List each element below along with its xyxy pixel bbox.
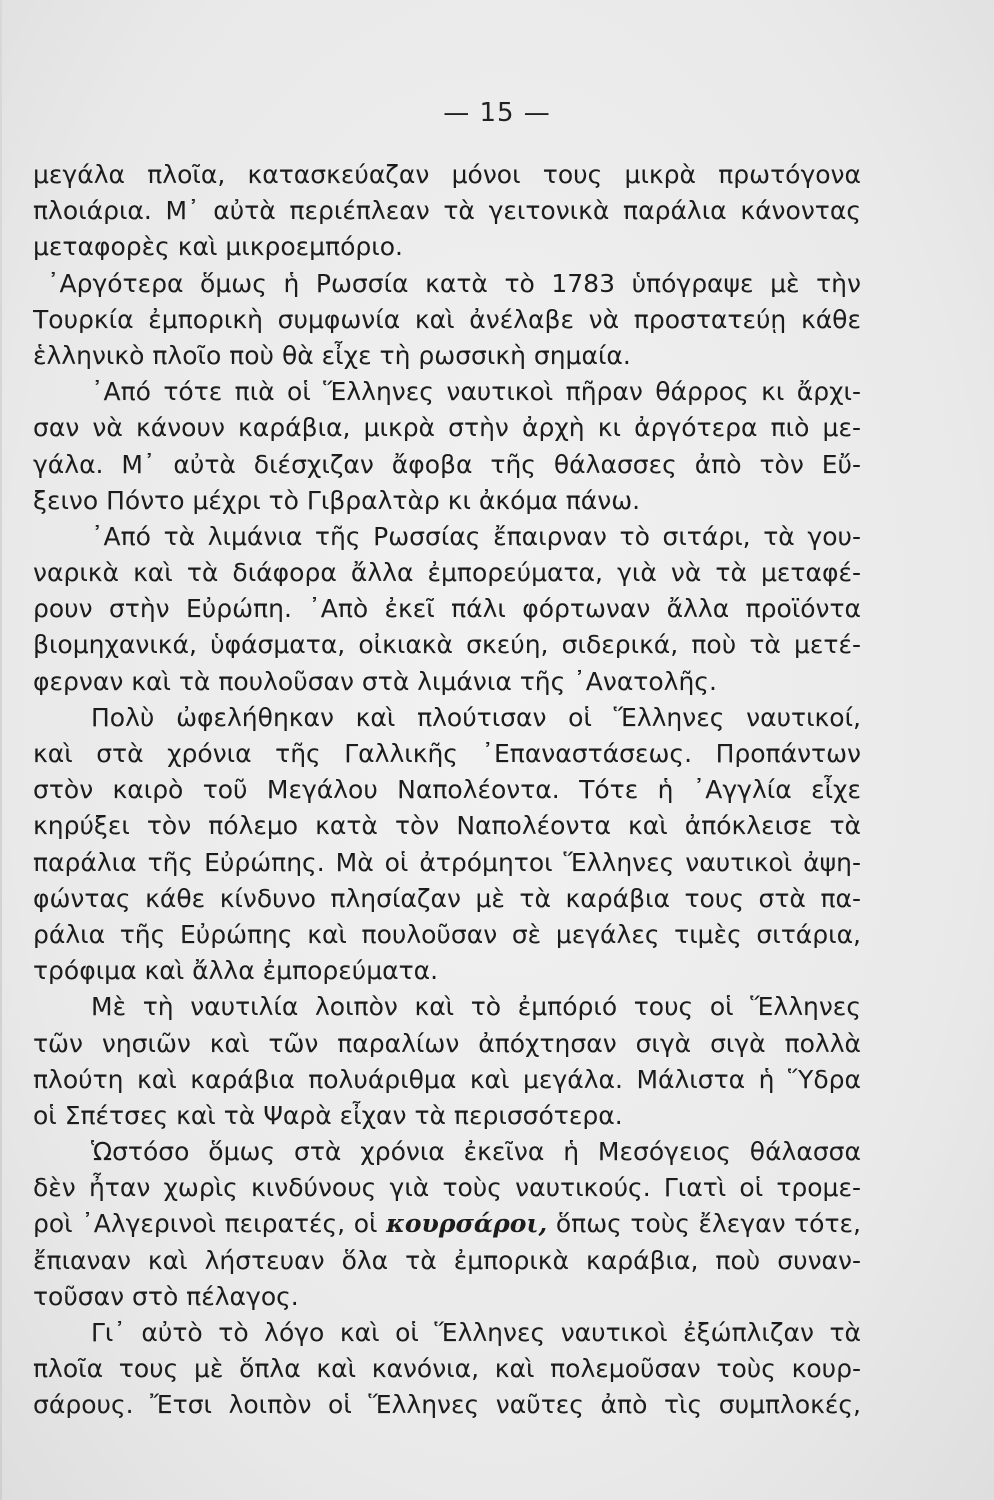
text-line: τοῦσαν στὸ πέλαγος. [33, 1281, 299, 1311]
text-line: ᾽Από τὰ λιμάνια τῆς Ρωσσίας ἔπαιρναν τὸ σιτάρι, τὰ γου- [91, 521, 861, 551]
text-line: μεταφορὲς καὶ μικροεμπόριο. [33, 232, 403, 262]
text-line: ἑλληνικὸ πλοῖο ποὺ θὰ εἶχε τὴ ρωσσικὴ σημαία. [33, 340, 631, 370]
text-line: στὸν καιρὸ τοῦ Μεγάλου Ναπολέοντα. Τότε ἡ ᾽Αγγλία εἶχε [33, 775, 861, 805]
text-line: ράλια τῆς Εὐρώπης καὶ πουλοῦσαν σὲ μεγάλες τιμὲς σιτάρια, [33, 919, 861, 949]
text-segment: ὅπως τοὺς ἔλεγαν τότε, [547, 1209, 861, 1239]
text-line: Μὲ τὴ ναυτιλία λοιπὸν καὶ τὸ ἐμπόριό τους οἱ Ἕλληνες [91, 992, 861, 1022]
text-line: ξεινο Πόντο μέχρι τὸ Γιβραλτὰρ κι ἀκόμα πάνω. [33, 485, 641, 515]
text-line: φώντας κάθε κίνδυνο πλησίαζαν μὲ τὰ καράβια τους στὰ πα- [33, 883, 861, 913]
text-line: ρουν στὴν Εὐρώπη. ᾽Απὸ ἐκεῖ πάλι φόρτωναν ἄλλα προϊόντα [33, 594, 861, 624]
text-line: πλοῖα τους μὲ ὅπλα καὶ κανόνια, καὶ πολεμοῦσαν τοὺς κουρ- [33, 1354, 861, 1384]
text-line: πλούτη καὶ καράβια πολυάριθμα καὶ μεγάλα. Μάλιστα ἡ Ὕδρα [33, 1064, 861, 1094]
text-line: Τουρκία ἐμπορικὴ συμφωνία καὶ ἀνέλαβε νὰ προστατεύῃ κάθε [33, 304, 861, 334]
text-line: καὶ στὰ χρόνια τῆς Γαλλικῆς ᾽Επαναστάσεως. Προπάντων [33, 739, 861, 768]
text-line: τῶν νησιῶν καὶ τῶν παραλίων ἀπόχτησαν σιγὰ σιγὰ πολλὰ [33, 1028, 861, 1058]
text-line: Γι᾽ αὐτὸ τὸ λόγο καὶ οἱ Ἕλληνες ναυτικοὶ ἐξώπλιζαν τὰ [91, 1318, 861, 1347]
text-line: ἔπιαναν καὶ λήστευαν ὅλα τὰ ἐμπορικὰ καράβια, ποὺ συναν- [33, 1245, 861, 1275]
text-line: βιομηχανικά, ὑφάσματα, οἰκιακὰ σκεύη, σιδερικά, ποὺ τὰ μετέ- [33, 630, 861, 660]
text-line: ναρικὰ καὶ τὰ διάφορα ἄλλα ἐμπορεύματα, γιὰ νὰ τὰ μεταφέ- [33, 558, 861, 588]
text-line: Πολὺ ὠφελήθηκαν καὶ πλούτισαν οἱ Ἕλληνες ναυτικοί, [91, 702, 861, 732]
text-line: μεγάλα πλοῖα, κατασκεύαζαν μόνοι τους μικρὰ πρωτόγονα [33, 160, 861, 189]
page-edge [0, 0, 2, 1500]
text-line: τρόφιμα καὶ ἄλλα ἐμπορεύματα. [33, 956, 439, 986]
text-line: πλοιάρια. Μ᾽ αὐτὰ περιέπλεαν τὰ γειτονικὰ παράλια κάνοντας [33, 196, 861, 226]
text-line: Ὡστόσο ὅμως στὰ χρόνια ἐκεῖνα ἡ Μεσόγειος θάλασσα [91, 1137, 861, 1167]
body-text [33, 157, 861, 1424]
text-line: φερναν καὶ τὰ πουλοῦσαν στὰ λιμάνια τῆς ᾽Ανατολῆς. [33, 666, 717, 696]
page-number: — 15 — [443, 98, 551, 128]
text-line: ᾽Αργότερα ὅμως ἡ Ρωσσία κατὰ τὸ 1783 ὑπόγραψε μὲ τὴν [47, 268, 861, 298]
text-line-corsairs [33, 1206, 861, 1242]
text-line: ᾽Από τότε πιὰ οἱ Ἕλληνες ναυτικοὶ πῆραν θάρρος κι ἄρχι- [91, 377, 861, 407]
text-line: οἱ Σπέτσες καὶ τὰ Ψαρὰ εἶχαν τὰ περισσότερα. [33, 1100, 623, 1130]
text-line: σαν νὰ κάνουν καράβια, μικρὰ στὴν ἀρχὴ κι ἀργότερα πιὸ με- [33, 413, 861, 443]
text-line: παράλια τῆς Εὐρώπης. Μὰ οἱ ἀτρόμητοι Ἕλληνες ναυτικοὶ ἀψη- [33, 847, 861, 877]
text-line: κηρύξει τὸν πόλεμο κατὰ τὸν Ναπολέοντα καὶ ἀπόκλεισε τὰ [33, 811, 861, 841]
text-line: δὲν ἦταν χωρὶς κινδύνους γιὰ τοὺς ναυτικούς. Γιατὶ οἱ τρομε- [33, 1173, 861, 1203]
emphasized-word: κουρσάροι, [386, 1209, 548, 1239]
text-line: γάλα. Μ᾽ αὐτὰ διέσχιζαν ἄφοβα τῆς θάλασσες ἀπὸ τὸν Εὔ- [33, 449, 861, 479]
text-segment: ροὶ ᾽Αλγερινοὶ πειρατές, οἱ [33, 1209, 387, 1239]
text-line: σάρους. Ἔτσι λοιπὸν οἱ Ἕλληνες ναῦτες ἀπὸ τὶς συμπλοκές, [33, 1390, 861, 1420]
